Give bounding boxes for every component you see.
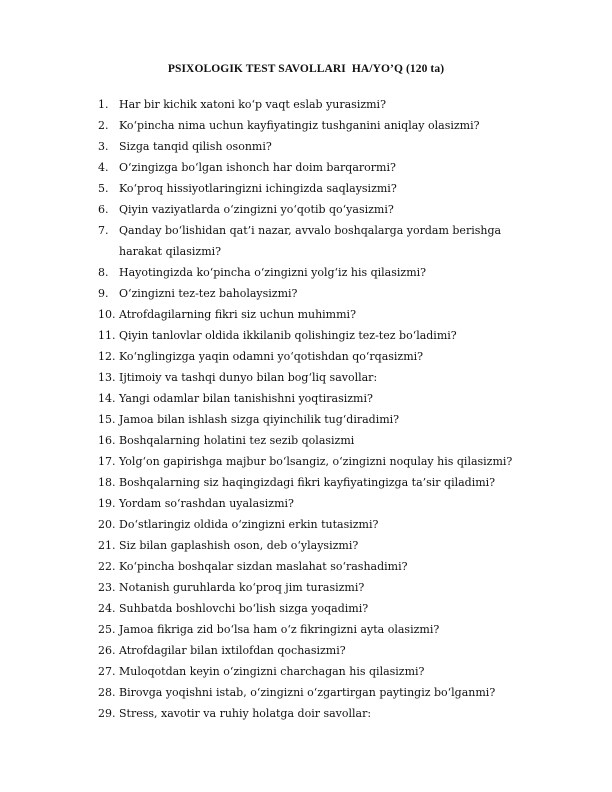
question-number: 20. [98,518,116,531]
question-number: 12. [98,350,116,363]
question-number: 3. [98,140,109,153]
question-number: 27. [98,665,116,678]
question-item [98,283,518,304]
question-text: Do‘stlaringiz oldida o‘zingizni erkin tutasizmi? [119,518,379,531]
question-text: Yordam so‘rashdan uyalasizmi? [119,497,294,510]
question-number: 6. [98,203,109,216]
question-item [98,535,518,556]
question-item [98,220,518,262]
question-text: Qanday bo‘lishidan qat’i nazar, avvalo boshqalarga yordam berishga harakat qilasizmi? [119,224,502,258]
question-number: 18. [98,476,116,489]
question-item [98,661,518,682]
question-item [98,703,518,724]
question-item [98,178,518,199]
question-number: 16. [98,434,116,447]
question-number: 17. [98,455,116,468]
question-text: Siz bilan gaplashish oson, deb o‘ylaysizmi? [119,539,359,552]
question-item [98,157,518,178]
question-item [98,619,518,640]
question-item [98,430,518,451]
question-number: 11. [98,329,116,342]
question-number: 1. [98,98,109,111]
question-item [98,577,518,598]
question-number: 7. [98,224,109,237]
question-text: Qiyin tanlovlar oldida ikkilanib qolishingiz tez-tez bo‘ladimi? [119,329,457,342]
question-text: Ko‘proq hissiyotlaringizni ichingizda saqlaysizmi? [119,182,397,195]
question-text: Yangi odamlar bilan tanishishni yoqtirasizmi? [119,392,373,405]
question-number: 5. [98,182,109,195]
question-number: 15. [98,413,116,426]
question-list [98,94,518,724]
question-text: Sizga tanqid qilish osonmi? [119,140,272,153]
question-item [98,262,518,283]
question-item [98,199,518,220]
question-item [98,325,518,346]
question-number: 14. [98,392,116,405]
question-text: Ko‘pincha nima uchun kayfiyatingiz tushganini aniqlay olasizmi? [119,119,480,132]
question-text: Qiyin vaziyatlarda o‘zingizni yo‘qotib qo‘yasizmi? [119,203,394,216]
question-text: Ko‘nglingizga yaqin odamni yo‘qotishdan qo‘rqasizmi? [119,350,424,363]
question-number: 24. [98,602,116,615]
question-number: 4. [98,161,109,174]
question-item [98,115,518,136]
question-text: O‘zingizni tez-tez baholaysizmi? [119,287,298,300]
question-text: Hayotingizda ko‘pincha o‘zingizni yolg‘iz his qilasizmi? [119,266,427,279]
question-text: Birovga yoqishni istab, o‘zingizni o‘zgartirgan paytingiz bo‘lganmi? [119,686,496,699]
question-text: Har bir kichik xatoni ko‘p vaqt eslab yurasizmi? [119,98,386,111]
question-item [98,598,518,619]
question-item [98,556,518,577]
question-number: 10. [98,308,116,321]
question-item [98,367,518,388]
question-item [98,472,518,493]
question-text: O‘zingizga bo‘lgan ishonch har doim barqarormi? [119,161,396,174]
question-item [98,346,518,367]
question-number: 25. [98,623,116,636]
question-item [98,388,518,409]
question-item [98,682,518,703]
question-text: Notanish guruhlarda ko‘proq jim turasizmi? [119,581,365,594]
question-number: 21. [98,539,116,552]
question-number: 8. [98,266,109,279]
question-text: Muloqotdan keyin o‘zingizni charchagan his qilasizmi? [119,665,425,678]
question-number: 19. [98,497,116,510]
page-title: PSIXOLOGIK TEST SAVOLLARI HA/YO’Q (120 ta) [167,63,445,75]
question-number: 2. [98,119,109,132]
question-text: Jamoa fikriga zid bo‘lsa ham o‘z fikringizni ayta olasizmi? [119,623,440,636]
question-text: Jamoa bilan ishlash sizga qiyinchilik tug‘diradimi? [119,413,400,426]
question-text: Suhbatda boshlovchi bo‘lish sizga yoqadimi? [119,602,369,615]
question-text: Stress, xavotir va ruhiy holatga doir savollar: [119,707,372,720]
question-text: Ijtimoiy va tashqi dunyo bilan bog‘liq savollar: [119,371,378,384]
question-number: 23. [98,581,116,594]
question-item [98,640,518,661]
question-text: Atrofdagilar bilan ixtilofdan qochasizmi? [119,644,346,657]
question-number: 22. [98,560,116,573]
question-number: 29. [98,707,116,720]
question-text: Ko‘pincha boshqalar sizdan maslahat so‘rashadimi? [119,560,408,573]
question-number: 9. [98,287,109,300]
question-item [98,136,518,157]
question-text: Boshqalarning holatini tez sezib qolasizmi [119,434,355,447]
question-number: 26. [98,644,116,657]
question-item [98,304,518,325]
question-text: Yolg‘on gapirishga majbur bo‘lsangiz, o‘zingizni noqulay his qilasizmi? [119,455,513,468]
question-item [98,514,518,535]
question-item [98,451,518,472]
question-item [98,409,518,430]
question-item [98,94,518,115]
question-text: Boshqalarning siz haqingizdagi fikri kayfiyatingizga ta’sir qiladimi? [119,476,496,489]
question-number: 28. [98,686,116,699]
question-item [98,493,518,514]
question-text: Atrofdagilarning fikri siz uchun muhimmi? [119,308,356,321]
question-number: 13. [98,371,116,384]
